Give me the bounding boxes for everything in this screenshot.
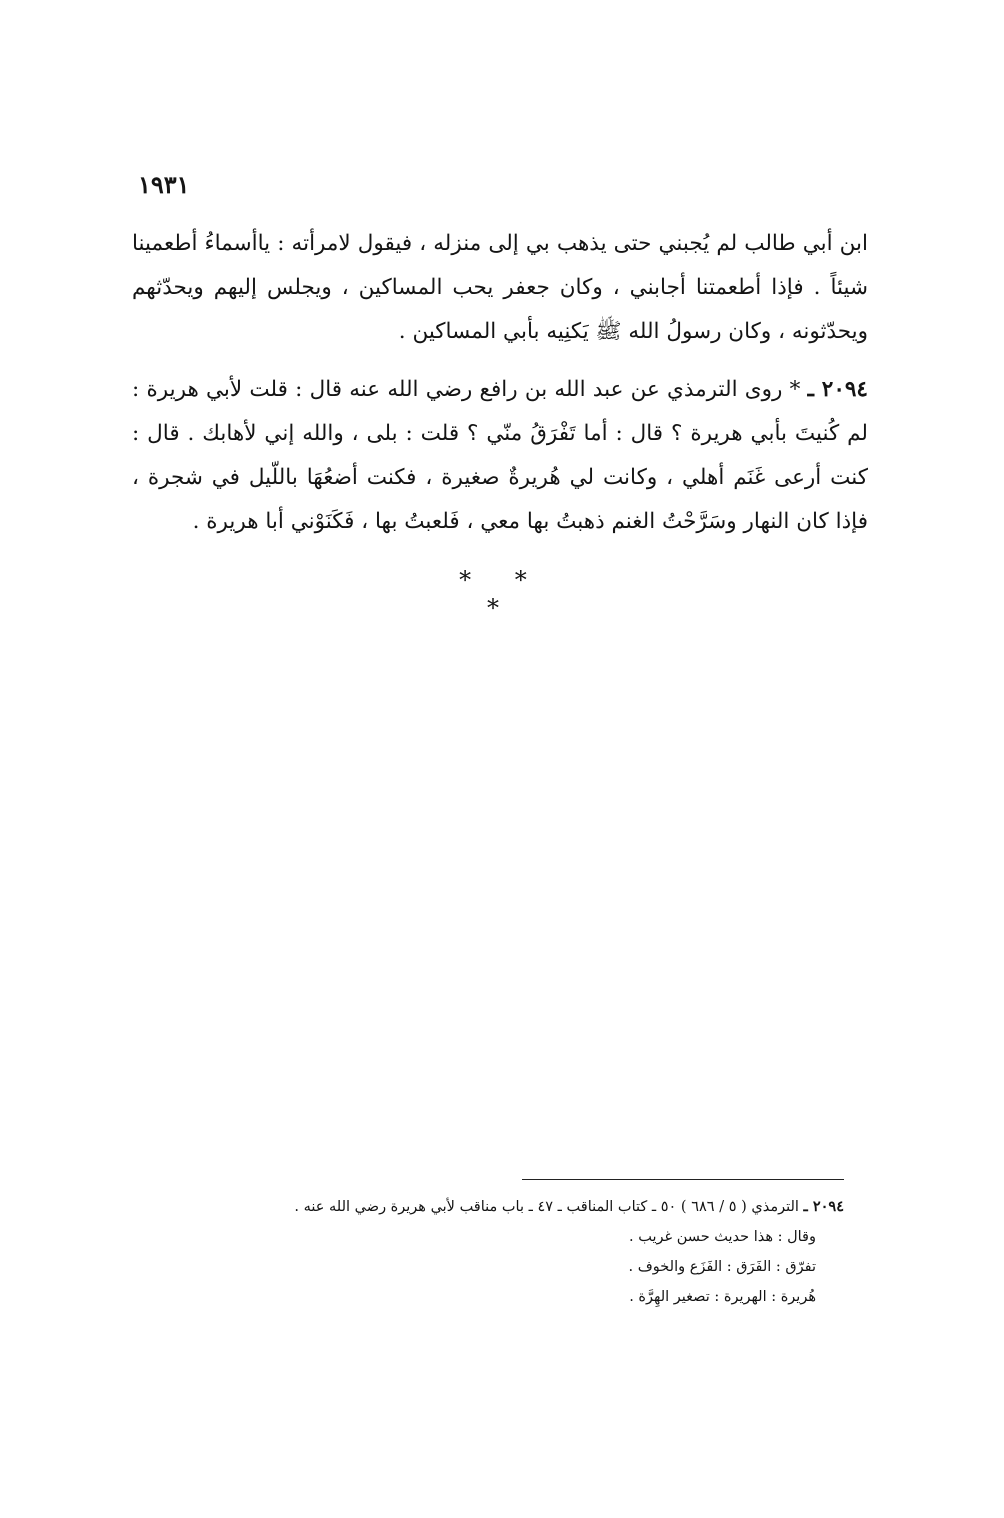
footnote-gloss-tafraq: تفرّق : الفَرَق : الفَزَع والخوف . <box>628 1259 816 1275</box>
footnote-source-text: الترمذي ( ٥ / ٦٨٦ ) ٥٠ ـ كتاب المناقب ـ ٤٧ ـ باب مناقب لأبي هريرة رضي الله عنه . <box>294 1199 799 1215</box>
footnote-gloss-hurayra: هُريرة : الهريرة : تصغير الهِرَّة . <box>629 1289 816 1305</box>
hadith-number: ٢٠٩٤ ـ <box>807 377 868 402</box>
footnote-grade: وقال : هذا حديث حسن غريب . <box>629 1229 816 1245</box>
hadith-text: * روى الترمذي عن عبد الله بن رافع رضي الله عنه قال : قلت لأبي هريرة : لم كُنيتَ بأبي هريرة ؟ قال : أما تَفْرَقُ منّي ؟ قلت : بلى ، والله إني لأهابك . قال : كنت أرعى غَنَم أهلي ، وكانت لي هُريرةٌ صغيرة ، فكنت أضعُهَا باللّيل في شجرة ، فإذا كان النهار وسَرَّحْتُ الغنم ذهبتُ بها معي ، فَلعبتُ بها ، فَكَنَوْني أبا هريرة . <box>132 377 868 534</box>
footnote-number: ٢٠٩٤ ـ <box>803 1198 844 1215</box>
footnote-source <box>250 1192 844 1222</box>
main-text <box>132 222 868 544</box>
page-number: ١٩٣١ <box>138 170 190 199</box>
footnote-rule <box>522 1179 844 1180</box>
continuation-paragraph: ابن أبي طالب لم يُجبني حتى يذهب بي إلى منزله ، فيقول لامرأته : ياأسماءُ أطعمينا شيئاً . فإذا أطعمتنا أجابني ، وكان جعفر يحب المساكين ، ويجلس إليهم ويحدّثهم ويحدّثونه ، وكان رسولُ الله ﷺ يَكنِيه بأبي المساكين . <box>132 231 868 344</box>
hadith-paragraph <box>132 368 868 544</box>
section-separator: * * * <box>459 566 545 622</box>
footnotes <box>250 1192 844 1312</box>
